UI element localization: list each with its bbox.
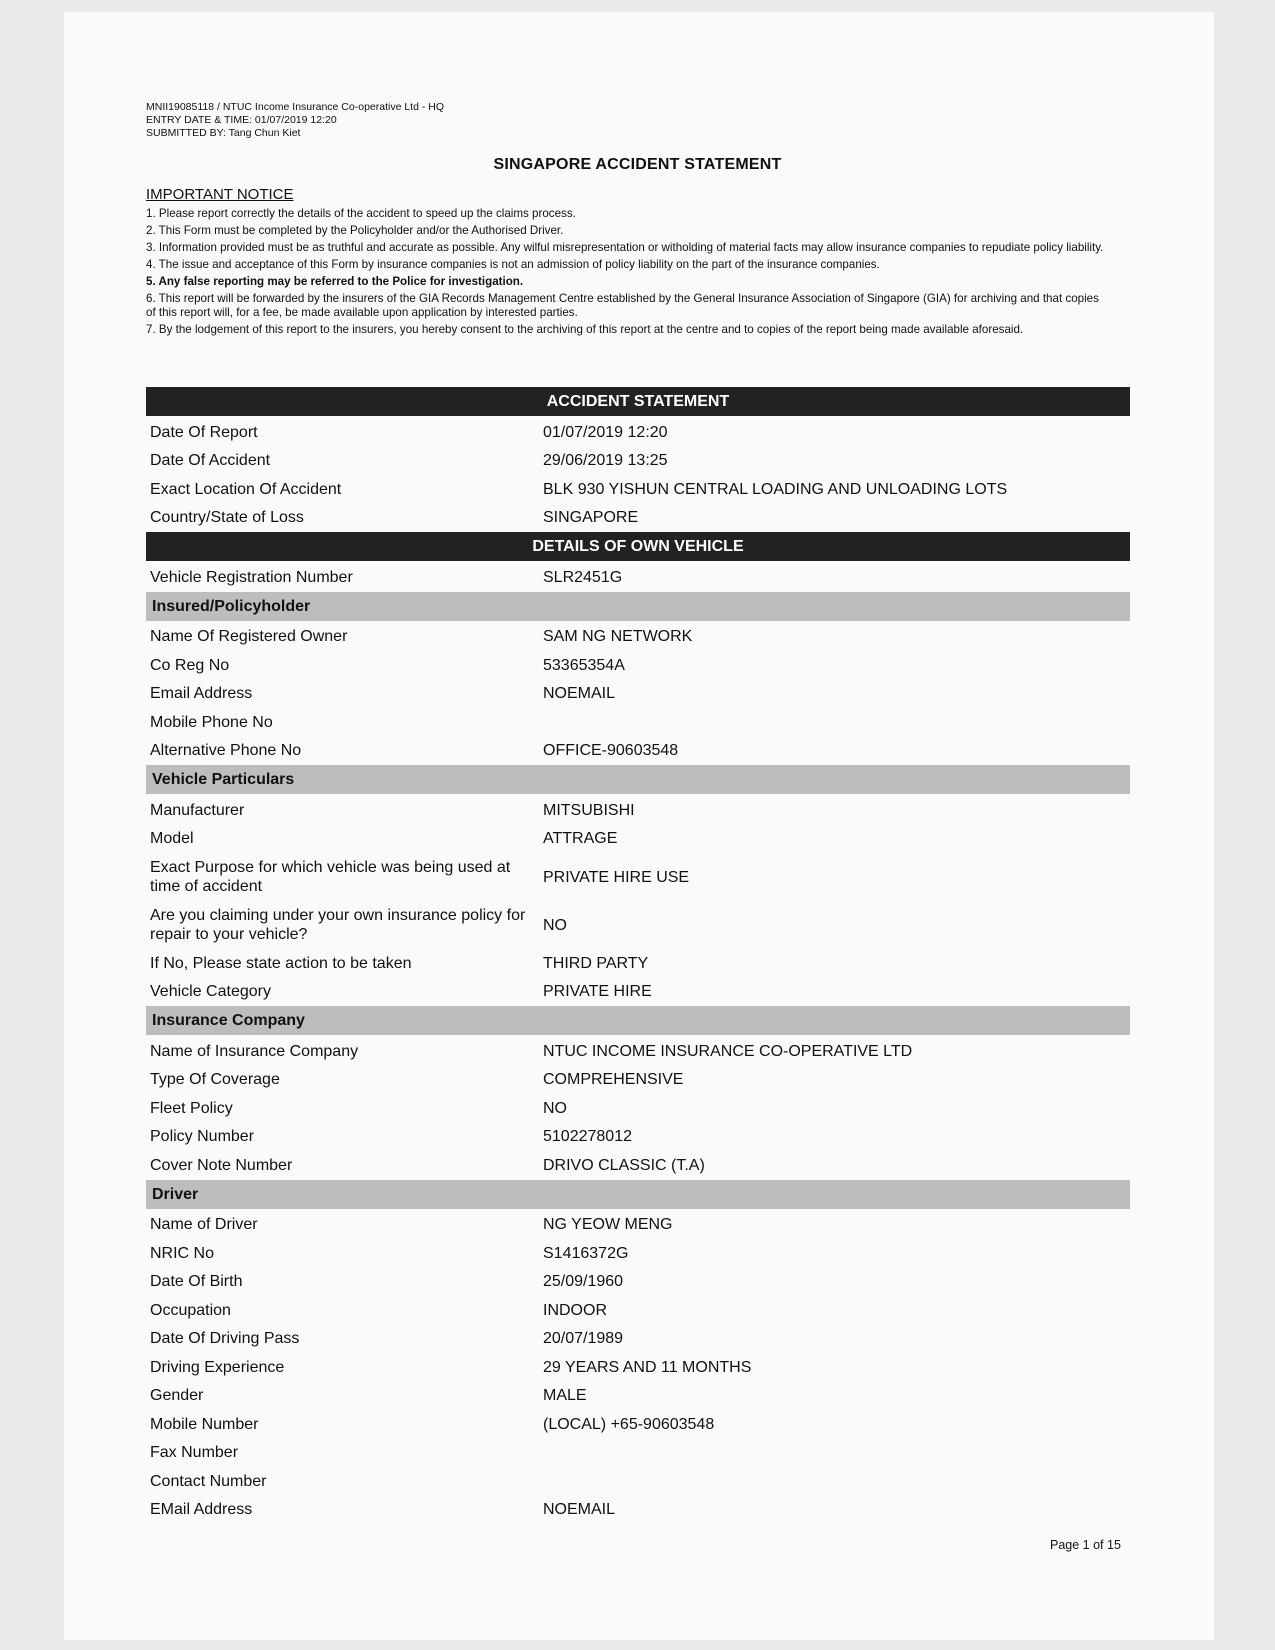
table-row (146, 796, 1130, 825)
notice-item: 7. By the lodgement of this report to the insurers, you hereby consent to the archiving of this report at the centre and to copies of the report being made available aforesaid. (146, 323, 1024, 336)
table-row (146, 1296, 1130, 1325)
notice-item: 5. Any false reporting may be referred to the Police for investigation. (146, 275, 524, 288)
field-label: Vehicle Registration Number (150, 568, 353, 586)
field-value: COMPREHENSIVE (543, 1071, 684, 1089)
field-label: Alternative Phone No (150, 742, 302, 760)
field-value: PRIVATE HIRE (543, 983, 652, 1001)
field-label: Email Address (150, 685, 253, 703)
field-value: (LOCAL) +65-90603548 (543, 1415, 715, 1433)
field-value: 20/07/1989 (543, 1330, 624, 1348)
field-label: Date Of Report (150, 423, 258, 441)
insurance-section-header: Insurance Company (146, 1006, 1130, 1035)
table-row (146, 1211, 1130, 1240)
table-row (146, 825, 1130, 854)
table-row (146, 853, 1130, 901)
own-vehicle-header: DETAILS OF OWN VEHICLE (146, 532, 1130, 561)
field-label: Are you claiming under your own insurance policy for repair to your vehicle? (150, 907, 526, 943)
reference-line: MNII19085118 / NTUC Income Insurance Co-operative Ltd - HQ (146, 101, 445, 113)
field-label: Contact Number (150, 1472, 267, 1490)
table-row (146, 563, 1130, 592)
field-label: If No, Please state action to be taken (150, 954, 412, 972)
insured-section-header: Insured/Policyholder (146, 592, 1130, 621)
entry-datetime: ENTRY DATE & TIME: 01/07/2019 12:20 (146, 114, 337, 126)
table-row (146, 680, 1130, 709)
notice-item: 4. The issue and acceptance of this Form by insurance companies is not an admission of policy liability on the part of the insurance companies. (146, 258, 880, 271)
field-value: DRIVO CLASSIC (T.A) (543, 1156, 705, 1174)
field-label: Fax Number (150, 1444, 239, 1462)
field-value: THIRD PARTY (543, 954, 649, 972)
field-value: ATTRAGE (543, 830, 618, 848)
table-row (146, 737, 1130, 766)
document-title: SINGAPORE ACCIDENT STATEMENT (493, 156, 782, 173)
table-row (146, 1382, 1130, 1411)
table-row (146, 1353, 1130, 1382)
field-label: Exact Purpose for which vehicle was being used at time of accident (150, 859, 511, 895)
field-label: EMail Address (150, 1501, 253, 1519)
table-row (146, 1151, 1130, 1180)
notice-item: 3. Information provided must be as truthful and accurate as possible. Any wilful misrepresentation or witholding of material facts may allow insurance companies to repudiate policy liability. (146, 241, 1104, 254)
table-row (146, 978, 1130, 1007)
driver-rows (146, 1211, 1130, 1525)
field-value: 29/06/2019 13:25 (543, 452, 668, 470)
page-number: Page 1 of 15 (1050, 1538, 1121, 1552)
field-label: Exact Location Of Accident (150, 480, 342, 498)
table-row (146, 1410, 1130, 1439)
vehicle-section-header: Vehicle Particulars (146, 765, 1130, 794)
notice-item: 1. Please report correctly the details of the accident to speed up the claims process. (146, 207, 576, 220)
field-label: NRIC No (150, 1244, 215, 1262)
insurance-rows (146, 1037, 1130, 1180)
field-label: Name Of Registered Owner (150, 628, 348, 646)
table-row (146, 708, 1130, 737)
field-label: Fleet Policy (150, 1099, 233, 1117)
field-value: 5102278012 (543, 1128, 632, 1146)
table-row (146, 1268, 1130, 1297)
field-label: Co Reg No (150, 656, 230, 674)
field-value: 25/09/1960 (543, 1273, 624, 1291)
field-value: INDOOR (543, 1301, 607, 1319)
field-label: Driving Experience (150, 1358, 285, 1376)
driver-section-header: Driver (146, 1180, 1130, 1209)
field-value: 29 YEARS AND 11 MONTHS (543, 1358, 752, 1376)
field-label: Name of Driver (150, 1216, 258, 1234)
field-value: MALE (543, 1387, 587, 1405)
notice-item: 2. This Form must be completed by the Policyholder and/or the Authorised Driver. (146, 224, 564, 237)
table-row (146, 1239, 1130, 1268)
table-row (146, 1066, 1130, 1095)
field-label: Name of Insurance Company (150, 1042, 359, 1060)
notice-item: 6. This report will be forwarded by the insurers of the GIA Records Management Centre established by the General Insurance Association of Singapore (GIA) for archiving and that copies of this report will, for a fee, be made available upon application by interested parties. (146, 292, 1099, 319)
field-label: Mobile Phone No (150, 713, 273, 731)
field-value: NOEMAIL (543, 685, 616, 703)
field-value: MITSUBISHI (543, 801, 635, 819)
table-row (146, 901, 1130, 949)
field-label: Manufacturer (150, 801, 245, 819)
vehicle-rows (146, 796, 1130, 1006)
field-value: NO (543, 1099, 567, 1117)
field-label: Date Of Birth (150, 1273, 243, 1291)
field-label: Country/State of Loss (150, 509, 304, 527)
insured-rows (146, 623, 1130, 766)
table-row (146, 1467, 1130, 1496)
accident-statement-header: ACCIDENT STATEMENT (146, 387, 1130, 416)
notice-list (146, 207, 1106, 340)
statement-table (146, 387, 1130, 1524)
table-row (146, 651, 1130, 680)
field-value: NOEMAIL (543, 1501, 616, 1519)
table-row (146, 1094, 1130, 1123)
field-value: OFFICE-90603548 (543, 742, 679, 760)
field-label: Date Of Driving Pass (150, 1330, 300, 1348)
table-row (146, 623, 1130, 652)
table-row (146, 1439, 1130, 1468)
field-label: Mobile Number (150, 1415, 259, 1433)
field-label: Vehicle Category (150, 983, 271, 1001)
field-label: Gender (150, 1387, 204, 1405)
table-row (146, 1123, 1130, 1152)
table-row (146, 1037, 1130, 1066)
field-value: S1416372G (543, 1244, 629, 1262)
field-value: NO (543, 916, 567, 934)
field-value: 01/07/2019 12:20 (543, 423, 668, 441)
field-value: PRIVATE HIRE USE (543, 868, 690, 886)
field-label: Model (150, 830, 194, 848)
table-row (146, 504, 1130, 533)
field-value: NTUC INCOME INSURANCE CO-OPERATIVE LTD (543, 1042, 913, 1060)
field-label: Policy Number (150, 1128, 255, 1146)
table-row (146, 418, 1130, 447)
table-row (146, 447, 1130, 476)
table-row (146, 475, 1130, 504)
field-label: Occupation (150, 1301, 231, 1319)
table-row (146, 949, 1130, 978)
field-label: Cover Note Number (150, 1156, 293, 1174)
table-row (146, 1325, 1130, 1354)
field-value: SAM NG NETWORK (543, 628, 693, 646)
submission-meta (146, 101, 444, 140)
field-value: BLK 930 YISHUN CENTRAL LOADING AND UNLOADING LOTS (543, 480, 1008, 498)
field-value: SINGAPORE (543, 509, 639, 527)
field-value: SLR2451G (543, 568, 623, 586)
submitted-by: SUBMITTED BY: Tang Chun Kiet (146, 127, 301, 139)
field-label: Date Of Accident (150, 452, 271, 470)
notice-title: IMPORTANT NOTICE (146, 186, 294, 203)
table-row (146, 1496, 1130, 1525)
accident-statement-rows (146, 418, 1130, 532)
field-label: Type Of Coverage (150, 1071, 280, 1089)
field-value: NG YEOW MENG (543, 1216, 673, 1234)
field-value: 53365354A (543, 656, 625, 674)
